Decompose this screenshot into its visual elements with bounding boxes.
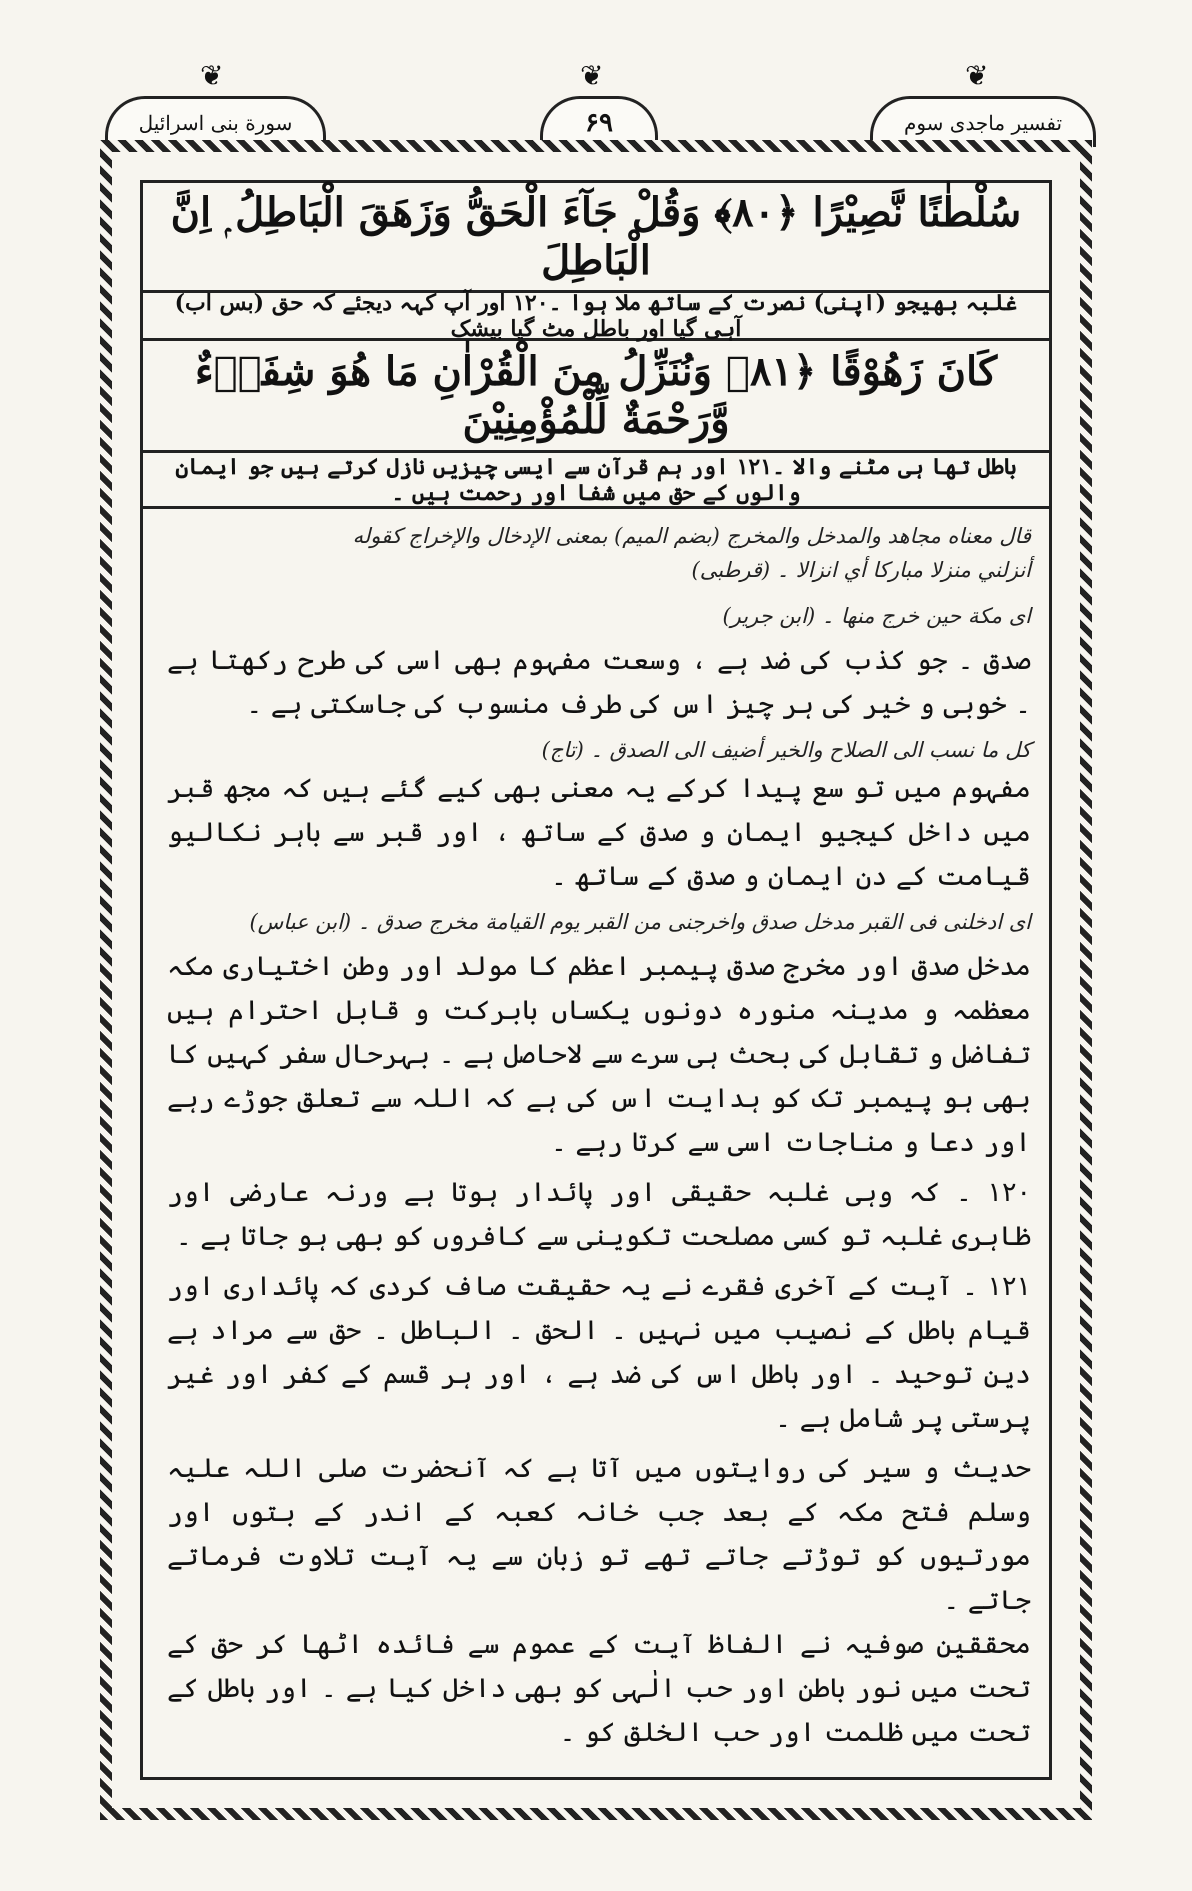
commentary-paragraph: محققین صوفیہ نے الفاظ آیت کے عموم سے فائدہ اٹھا کر حق کے تحت میں نور باطن اور حب الٰہی کو بھی داخل کیا ہے ۔ اور باطل کے تحت میں ظلمت اور حب الخلق کو ۔ [167, 1629, 1031, 1748]
translation-line-1: غلبہ بھیجو (اپنی) نصرت کے ساتھ ملا ہوا ۔١٢٠ اور آپ کہہ دیجئے کہ حق (بس اب) آہی گیا اور باطل مٹ گیا بیشک [143, 293, 1049, 341]
quran-verse-line-1: سُلْطٰنًا نَّصِيْرًا ﴿٨٠﴾ وَقُلْ جَآءَ الْحَقُّ وَزَهَقَ الْبَاطِلُ ۭ اِنَّ الْبَاطِلَ [143, 183, 1049, 293]
note-121: ١٢١ ۔ آیت کے آخری فقرے نے یہ حقیقت صاف کردی کہ پائداری اور قیام باطل کے نصیب میں نہیں ۔ الحق ۔ الباطل ۔ حق سے مراد ہے دین توحید ۔ اور باطل اس کی ضد ہے ، اور ہر قسم کے کفر اور غیر پرستی پر شامل ہے ۔ [167, 1271, 1031, 1434]
commentary-paragraph: مفہوم میں تو سع پیدا کرکے یہ معنی بھی کیے گئے ہیں کہ مجھ قبر میں داخل کیجیو ایمان و صدق کے ساتھ ، اور قبر سے باہر نکالیو قیامت کے دن ایمان و صدق کے ساتھ ۔ [167, 773, 1031, 892]
commentary-paragraph: صدق ۔ جو کذب کی ضد ہے ، وسعت مفہوم بھی اسی کی طرح رکھتا ہے ۔ خوبی و خیر کی ہر چیز اس کی طرف منسوب کی جاسکتی ہے ۔ [167, 645, 1031, 720]
right-finial-ornament: ❦ [965, 59, 989, 92]
note-120: ١٢٠ ۔ کہ وہی غلبہ حقیقی اور پائدار ہوتا ہے ورنہ عارضی اور ظاہری غلبہ تو کسی مصلحت تکوینی سے کافروں کو بھی ہو جاتا ہے ۔ [167, 1177, 1031, 1252]
arabic-quote: كل ما نسب الى الصلاح والخير أضيف الى الصدق ۔ (تاج) [541, 738, 1031, 762]
surah-name-tab: سورة بنی اسرائیل [105, 96, 326, 147]
page-number: ۶۹ [540, 96, 658, 147]
center-finial-ornament: ❦ [580, 59, 604, 92]
page-header [0, 0, 1192, 150]
arabic-quote: قال معناه مجاهد والمدخل والمخرج (بضم الميم) بمعنى الإدخال والإخراج كقوله [352, 524, 1031, 548]
book-title-tab: تفسیر ماجدی سوم [870, 96, 1096, 147]
commentary-paragraph: حدیث و سیر کی روایتوں میں آتا ہے کہ آنحضرت صلی اللہ علیہ وسلم فتح مکہ کے بعد جب خانہ کعبہ کے اندر کے بتوں اور مورتیوں کو توڑتے جاتے تھے تو زبان سے یہ آیت تلاوت فرماتے جاتے ۔ [167, 1453, 1031, 1616]
commentary-section [167, 519, 1031, 1755]
commentary-paragraph: مدخل صدق اور مخرج صدق پیمبر اعظم کا مولد اور وطن اختیاری مکہ معظمہ و مدینہ منورہ دونوں یکساں بابرکت و قابل احترام ہیں تفاضل و تقابل کی بحث ہی سرے سے لاحاصل ہے ۔ بہرحال سفر کہیں کا بھی ہو پیمبر تک کو ہدایت اس کی ہے کہ اللہ سے تعلق جوڑے رہے اور دعا و مناجات اسی سے کرتا رہے ۔ [167, 951, 1031, 1158]
quran-verse-line-2: كَانَ زَهُوْقًا ﴿٨١﴾ وَنُنَزِّلُ مِنَ الْقُرْاٰنِ مَا هُوَ شِفَاۗءٌ وَّرَحْمَةٌ لِّلْمُؤْمِنِيْنَ [143, 341, 1049, 453]
arabic-quote: اى مكة حين خرج منها ۔ (ابن جرير) [722, 604, 1031, 628]
left-finial-ornament: ❦ [200, 59, 224, 92]
arabic-quote: اى ادخلنى فى القبر مدخل صدق واخرجنى من القبر يوم القيامة مخرج صدق ۔ (ابن عباس) [249, 910, 1031, 934]
arabic-quote: أنزلني منزلا مباركا أي انزالا ۔ (قرطبی) [691, 558, 1031, 582]
translation-line-2: باطل تھا ہی مٹنے والا ۔١٢١ اور ہم قرآن سے ایسی چیزیں نازل کرتے ہیں جو ایمان والوں کے حق میں شفا اور رحمت ہیں ۔ [143, 453, 1049, 509]
page-body [140, 180, 1052, 1780]
